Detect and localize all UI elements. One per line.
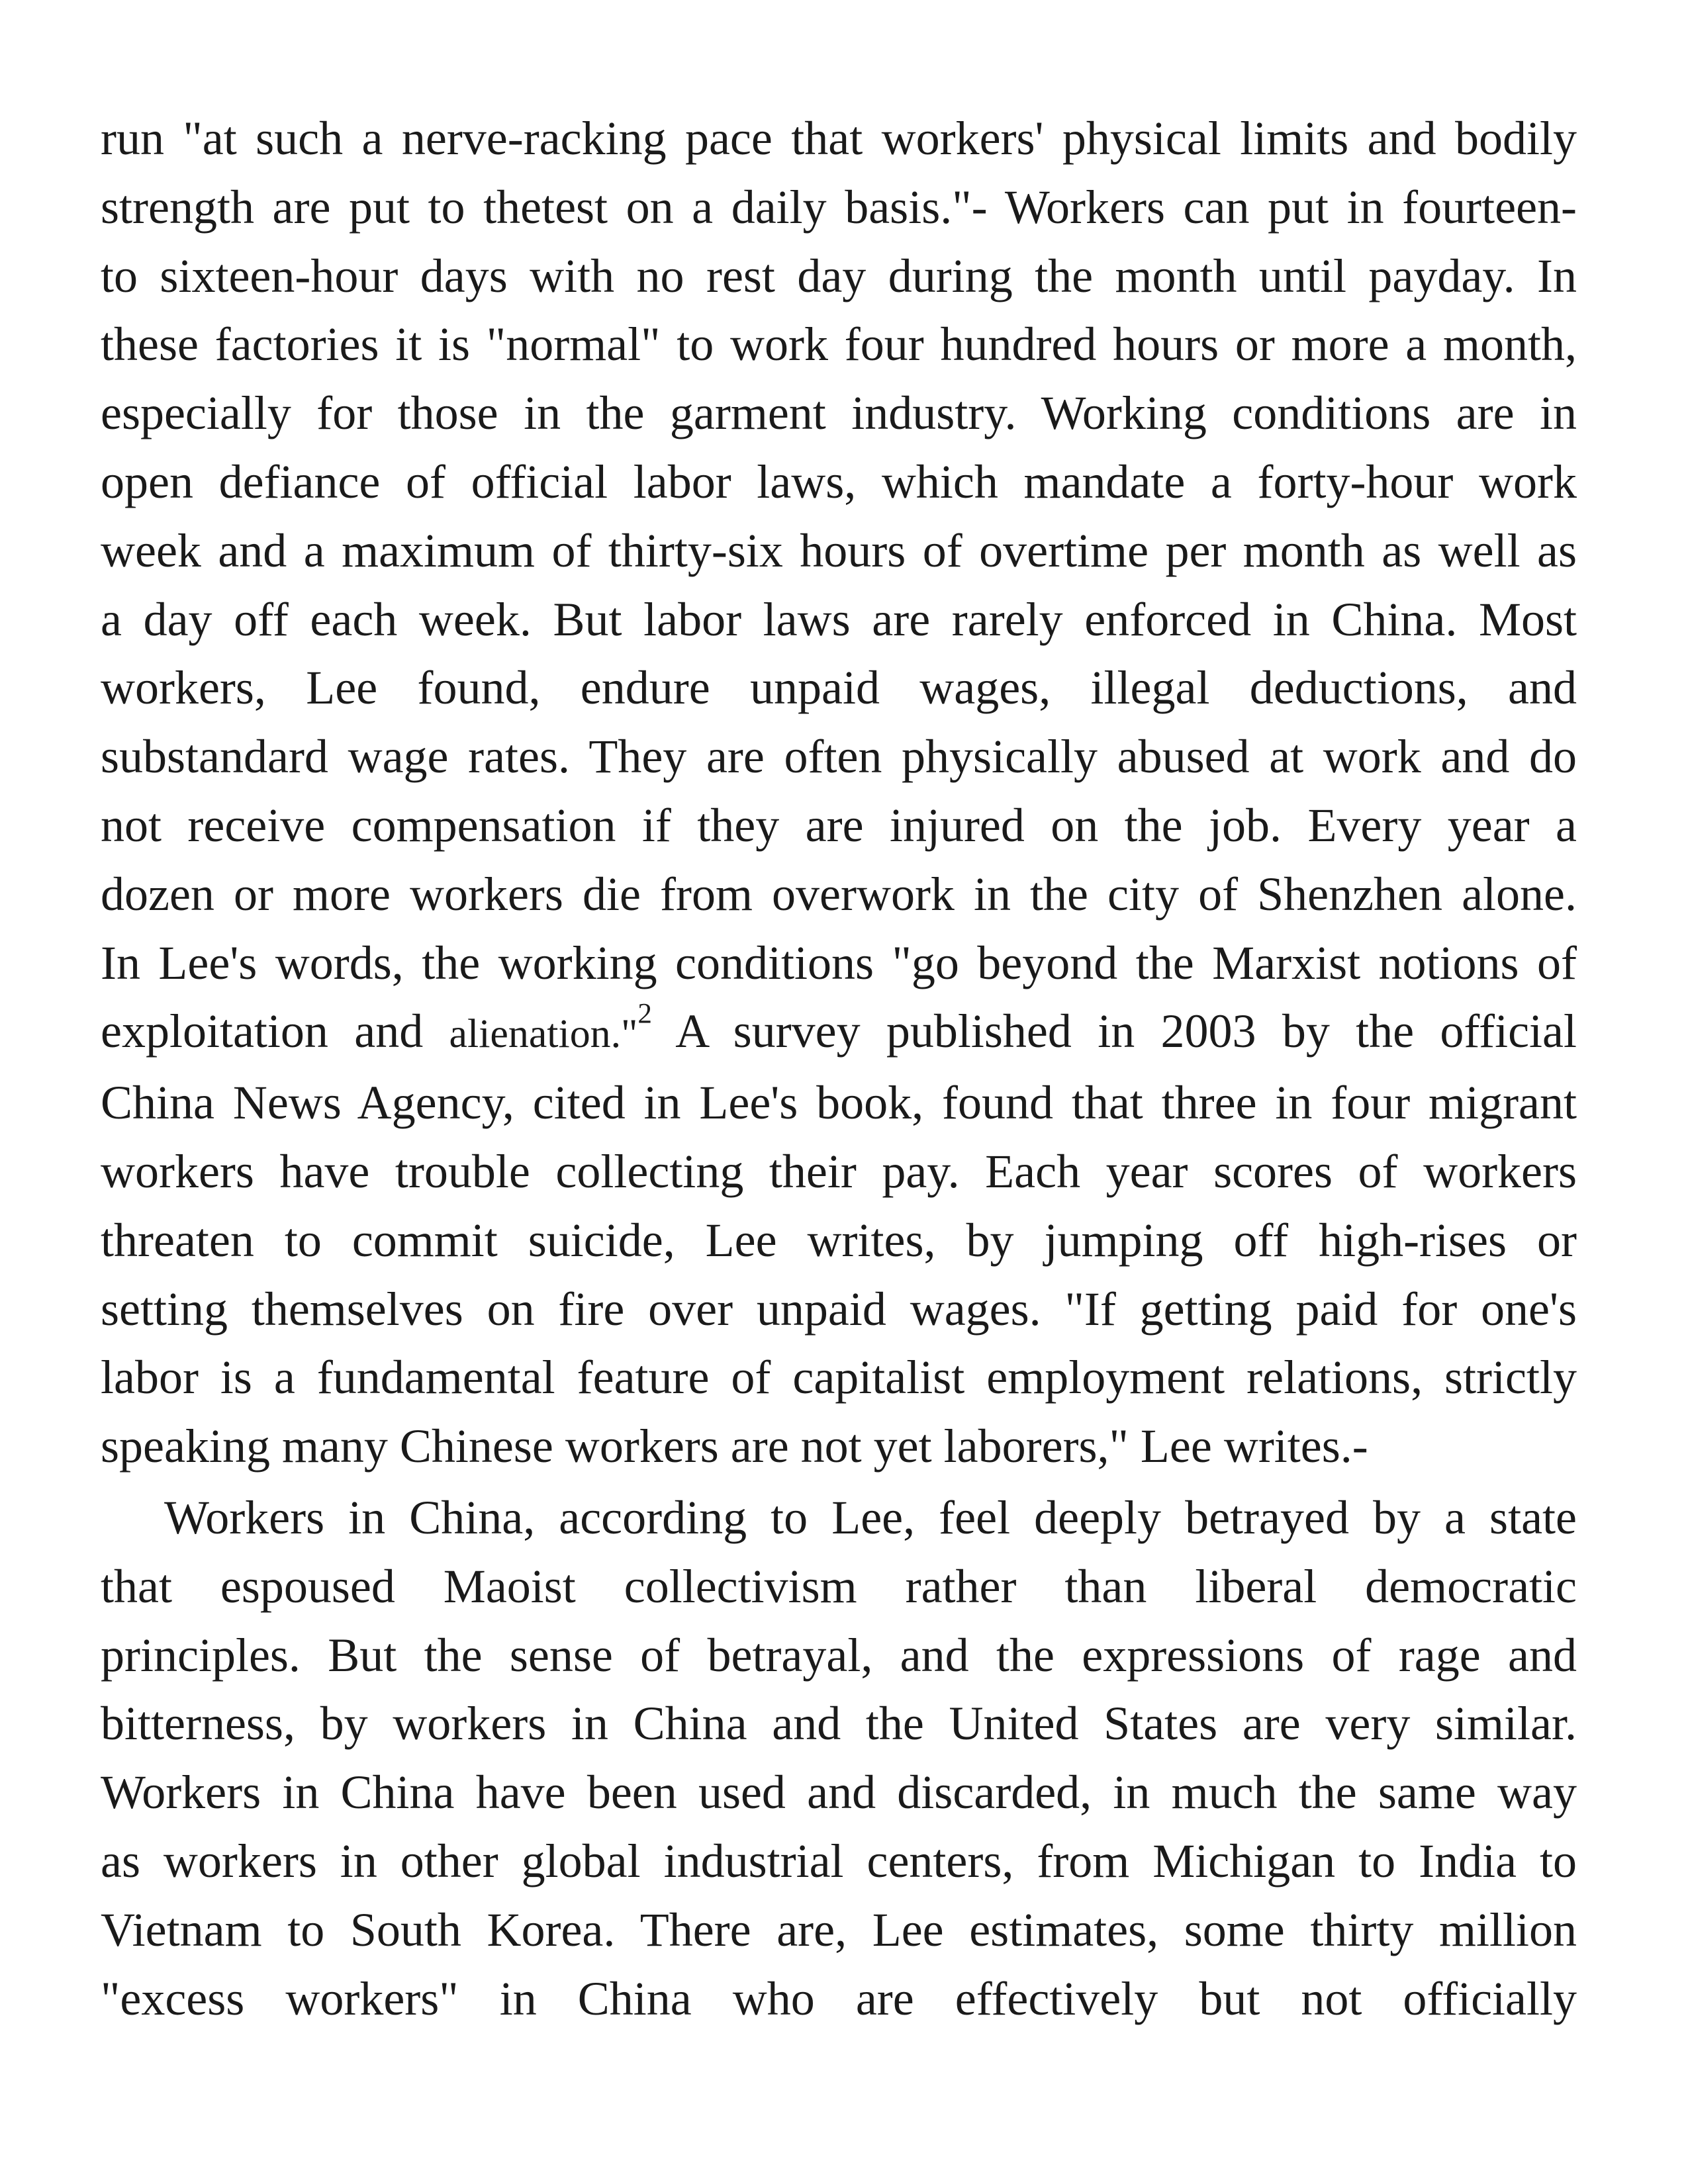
text-line: substandard wage rates. They are often physically abused at work and do bbox=[101, 730, 1577, 784]
text-line: not receive compensation if they are injured on the job. Every year a bbox=[101, 798, 1577, 852]
text-line: to sixteen-hour days with no rest day during the month until payday. In bbox=[101, 249, 1577, 302]
text-line: strength are put to thetest on a daily basis."- Workers can put in fourteen- bbox=[101, 180, 1577, 234]
text-line: workers have trouble collecting their pay. Each year scores of workers bbox=[101, 1144, 1577, 1198]
text-line-with-footnote bbox=[101, 997, 1577, 1069]
text-line: workers, Lee found, endure unpaid wages, illegal deductions, and bbox=[101, 661, 1577, 715]
text-line: speaking many Chinese workers are not yet laborers," Lee writes.- bbox=[101, 1420, 1368, 1473]
paragraph-1 bbox=[101, 105, 1577, 1481]
text-fragment: A survey published in 2003 by the official bbox=[675, 1005, 1577, 1058]
text-line: setting themselves on fire over unpaid wages. "If getting paid for one's bbox=[101, 1282, 1577, 1336]
text-line: bitterness, by workers in China and the United States are very similar. bbox=[101, 1697, 1577, 1751]
text-fragment: exploitation and bbox=[101, 1005, 424, 1058]
text-line: especially for those in the garment industry. Working conditions are in bbox=[101, 387, 1577, 440]
text-line: as workers in other global industrial centers, from Michigan to India to bbox=[101, 1834, 1577, 1888]
text-line: Workers in China, according to Lee, feel deeply betrayed by a state bbox=[164, 1490, 1577, 1544]
text-line: Workers in China have been used and discarded, in much the same way bbox=[101, 1766, 1577, 1819]
text-line: dozen or more workers die from overwork in the city of Shenzhen alone. bbox=[101, 867, 1577, 921]
paragraph-2 bbox=[101, 1484, 1577, 2033]
text-line: In Lee's words, the working conditions "go beyond the Marxist notions of bbox=[101, 936, 1577, 989]
text-line: these factories it is "normal" to work four hundred hours or more a month, bbox=[101, 318, 1577, 371]
text-line: run "at such a nerve-racking pace that workers' physical limits and bodily bbox=[101, 112, 1577, 165]
text-line: China News Agency, cited in Lee's book, found that three in four migrant bbox=[101, 1076, 1577, 1130]
text-line: "excess workers" in China who are effectively but not officially bbox=[101, 1972, 1577, 2025]
text-line: labor is a fundamental feature of capitalist employment relations, strictly bbox=[101, 1351, 1577, 1404]
footnote-marker: 2 bbox=[637, 998, 652, 1030]
text-line: week and a maximum of thirty-six hours of overtime per month as well as bbox=[101, 523, 1577, 577]
text-line: threaten to commit suicide, Lee writes, by jumping off high-rises or bbox=[101, 1213, 1577, 1267]
text-fragment-small: alienation." bbox=[449, 1011, 638, 1057]
text-line: open defiance of official labor laws, which mandate a forty-hour work bbox=[101, 455, 1577, 508]
text-line: a day off each week. But labor laws are rarely enforced in China. Most bbox=[101, 592, 1577, 646]
text-line: Vietnam to South Korea. There are, Lee estimates, some thirty million bbox=[101, 1903, 1577, 1956]
page-body bbox=[101, 105, 1577, 2033]
text-line: that espoused Maoist collectivism rather than liberal democratic bbox=[101, 1559, 1577, 1613]
text-line: principles. But the sense of betrayal, and the expressions of rage and bbox=[101, 1628, 1577, 1682]
